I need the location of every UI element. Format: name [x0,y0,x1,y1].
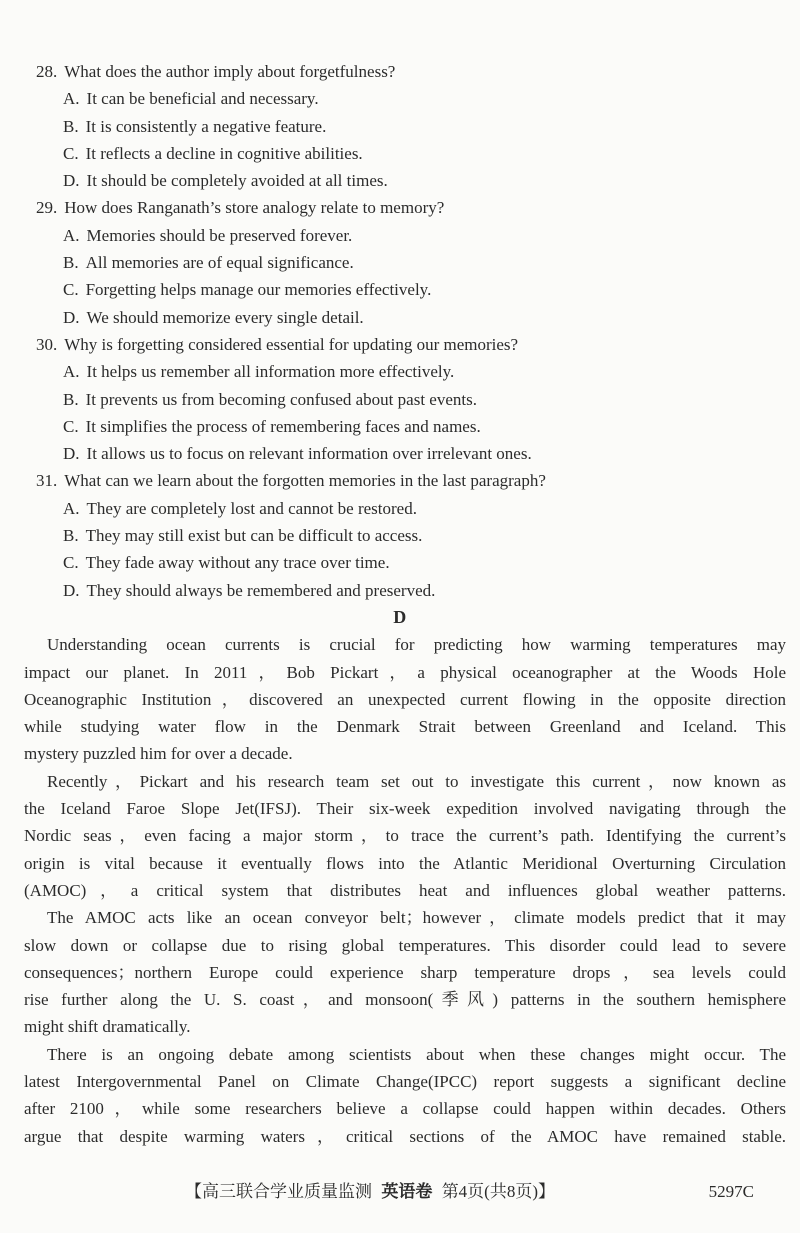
question-30 [0,331,800,467]
question-number: 31. [36,471,58,491]
passage-line: the Iceland Faroe Slope Jet(IFSJ). Their six-week expedition involved navigating through the [24,799,786,819]
footer-subject: 英语卷 [381,1182,433,1201]
option-label: C. [63,143,79,163]
passage [0,631,800,1150]
option-line [63,495,786,522]
option-line [63,222,786,249]
option-label: A. [63,225,80,245]
passage-line: rise further along the U. S. coast，and monsoon(季风) patterns in the southern hemisphere [24,990,786,1010]
option-text: They may still exist but can be difficult to access. [85,526,423,546]
passage-line: (AMOC)，a critical system that distributes heat and influences global weather patterns. [24,880,786,900]
passage-line: origin is vital because it eventually flows into the Atlantic Meridional Overturning Circulation [24,853,786,873]
option-label: A. [63,362,80,382]
passage-line: latest Intergovernmental Panel on Climate Change(IPCC) report suggests a significant decline [24,1071,786,1091]
question-stem [36,194,786,221]
passage-paragraph [0,1041,800,1150]
option-line [63,249,786,276]
option-text: They are completely lost and cannot be restored. [86,498,417,518]
option-line [63,85,786,112]
passage-line: while studying water flow in the Denmark Strait between Greenland and Iceland. This [24,717,786,737]
question-text: What does the author imply about forgetfulness? [64,62,396,81]
option-text: It allows us to focus on relevant information over irrelevant ones. [86,444,532,464]
footer-text [185,1178,555,1206]
option-text: It can be beneficial and necessary. [86,89,319,109]
option-line [63,304,786,331]
option-text: It helps us remember all information more effectively. [86,362,455,382]
section-heading: D [393,606,407,627]
option-line [63,140,786,167]
option-label: D. [63,171,80,191]
passage-line: slow down or collapse due to rising global temperatures. This disorder could lead to severe [24,935,786,955]
option-label: C. [63,553,79,573]
footer-paper-code: 5297C [708,1182,754,1201]
option-text: Forgetting helps manage our memories effectively. [85,280,432,300]
question-text: What can we learn about the forgotten memories in the last paragraph? [64,471,546,491]
option-line [63,167,786,194]
question-text: How does Ranganath’s store analogy relate to memory? [64,198,445,218]
option-label: B. [63,389,79,409]
option-label: B. [63,253,79,273]
footer-page-info: 第4页(共8页)】 [441,1182,556,1201]
option-label: A. [63,89,80,109]
option-line [63,358,786,385]
passage-line: There is an ongoing debate among scientists about when these changes might occur. The [47,1044,786,1064]
question-29 [0,194,800,330]
option-text: They fade away without any trace over time. [85,553,390,573]
passage-paragraph [0,631,800,767]
option-label: C. [63,280,79,300]
option-line [63,549,786,576]
option-line [63,276,786,303]
option-label: C. [63,416,79,436]
passage-paragraph [0,904,800,1040]
passage-line: consequences；northern Europe could experience sharp temperature drops，sea levels could [24,962,786,982]
questions [0,58,800,604]
option-text: All memories are of equal significance. [85,253,354,273]
passage-line: Oceanographic Institution，discovered an unexpected current flowing in the opposite direction [24,689,786,709]
footer-exam-title: 【高三联合学业质量监测 [185,1182,372,1201]
option-line [63,413,786,440]
option-label: D. [63,580,80,600]
question-stem [36,467,786,494]
passage-line: mystery puzzled him for over a decade. [24,744,293,764]
question-number: 29. [36,198,58,218]
option-text: They should always be remembered and preserved. [86,580,436,600]
option-text: Memories should be preserved forever. [86,225,353,245]
option-line [63,440,786,467]
question-28 [0,58,800,194]
passage-line: The AMOC acts like an ocean conveyor belt；however，climate models predict that it may [47,908,786,928]
option-text: It simplifies the process of remembering faces and names. [85,416,481,436]
passage-line: Recently，Pickart and his research team set out to investigate this current，now known as [47,771,786,791]
option-text: It should be completely avoided at all times. [86,171,388,191]
passage-paragraph [0,768,800,904]
option-label: B. [63,116,79,136]
question-number: 28. [36,62,58,81]
question-stem [36,331,786,358]
option-label: D. [63,307,80,327]
option-text: It is consistently a negative feature. [85,116,327,136]
option-line [63,386,786,413]
passage-line: argue that despite warming waters，critical sections of the AMOC have remained stable. [24,1126,786,1146]
option-label: B. [63,526,79,546]
option-line [63,577,786,604]
question-number: 30. [36,334,58,354]
question-stem [36,58,786,85]
question-31 [0,467,800,603]
passage-line: Nordic seas，even facing a major storm，to trace the current’s path. Identifying the current’s [24,826,786,846]
passage-line: Understanding ocean currents is crucial for predicting how warming temperatures may [47,635,786,655]
option-line [63,522,786,549]
passage-line: after 2100，while some researchers believe a collapse could happen within decades. Others [24,1099,786,1119]
option-text: We should memorize every single detail. [86,307,364,327]
passage-line: impact our planet. In 2011，Bob Pickart，a physical oceanographer at the Woods Hole [24,662,786,682]
option-line [63,113,786,140]
passage-line: might shift dramatically. [24,1017,191,1037]
question-text: Why is forgetting considered essential for updating our memories? [64,334,519,354]
option-text: It reflects a decline in cognitive abilities. [85,143,363,163]
option-label: D. [63,444,80,464]
option-label: A. [63,498,80,518]
page-footer [0,1178,800,1206]
option-text: It prevents us from becoming confused about past events. [85,389,477,409]
